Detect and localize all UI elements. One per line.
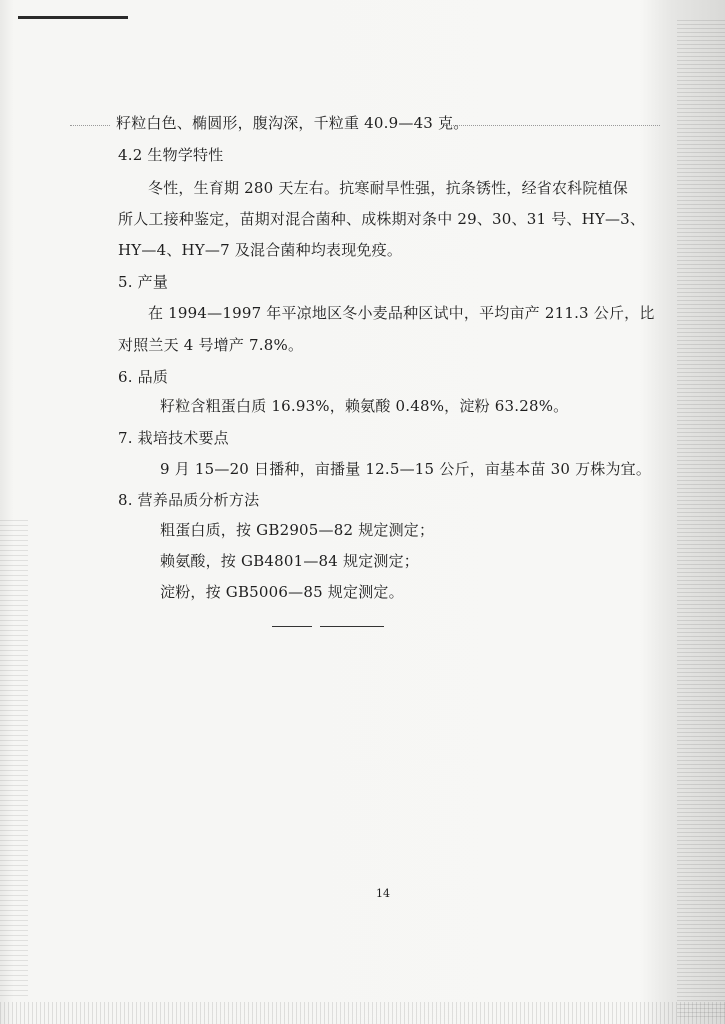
section-heading-yield: 5. 产量 bbox=[118, 273, 169, 291]
body-line-12: 9 月 15—20 日播种，亩播量 12.5—15 公斤，亩基本苗 30 万株为宜。 bbox=[160, 460, 652, 478]
scan-edge-noise-bottom bbox=[0, 1002, 725, 1024]
section-heading-quality: 6. 品质 bbox=[118, 368, 169, 386]
body-line-4: 所人工接种鉴定，苗期对混合菌种、成株期对条中 29、30、31 号、HY—3、 bbox=[118, 210, 646, 228]
body-line-3: 冬性，生育期 280 天左右。抗寒耐旱性强，抗条锈性，经省农科院植保 bbox=[148, 179, 628, 197]
body-line-5: HY—4、HY—7 及混合菌种均表现免疫。 bbox=[118, 241, 403, 259]
section-heading-cultivation: 7. 栽培技术要点 bbox=[118, 429, 229, 447]
section-heading-analysis: 8. 营养品质分析方法 bbox=[118, 491, 260, 509]
section-heading-4-2: 4.2 生物学特性 bbox=[118, 146, 224, 164]
method-line-1: 粗蛋白质，按 GB2905—82 规定测定； bbox=[160, 521, 435, 539]
top-rule bbox=[18, 16, 128, 19]
scan-edge-noise-left bbox=[0, 520, 28, 1000]
scan-edge-noise-right bbox=[677, 20, 725, 1020]
body-line-7: 在 1994—1997 年平凉地区冬小麦品种区试中，平均亩产 211.3 公斤，比 bbox=[148, 304, 655, 322]
method-line-3: 淀粉，按 GB5006—85 规定测定。 bbox=[160, 583, 404, 601]
method-line-2: 赖氨酸，按 GB4801—84 规定测定； bbox=[160, 552, 420, 570]
body-line-8: 对照兰天 4 号增产 7.8%。 bbox=[118, 336, 304, 354]
dotted-guide-right bbox=[445, 125, 660, 126]
body-line-10: 籽粒含粗蛋白质 16.93%，赖氨酸 0.48%，淀粉 63.28%。 bbox=[160, 397, 569, 415]
end-rule bbox=[272, 626, 384, 627]
body-line-1: 籽粒白色、椭圆形，腹沟深，千粒重 40.9—43 克。 bbox=[116, 114, 469, 132]
page-number: 14 bbox=[376, 887, 390, 900]
dotted-guide-left bbox=[70, 125, 110, 126]
